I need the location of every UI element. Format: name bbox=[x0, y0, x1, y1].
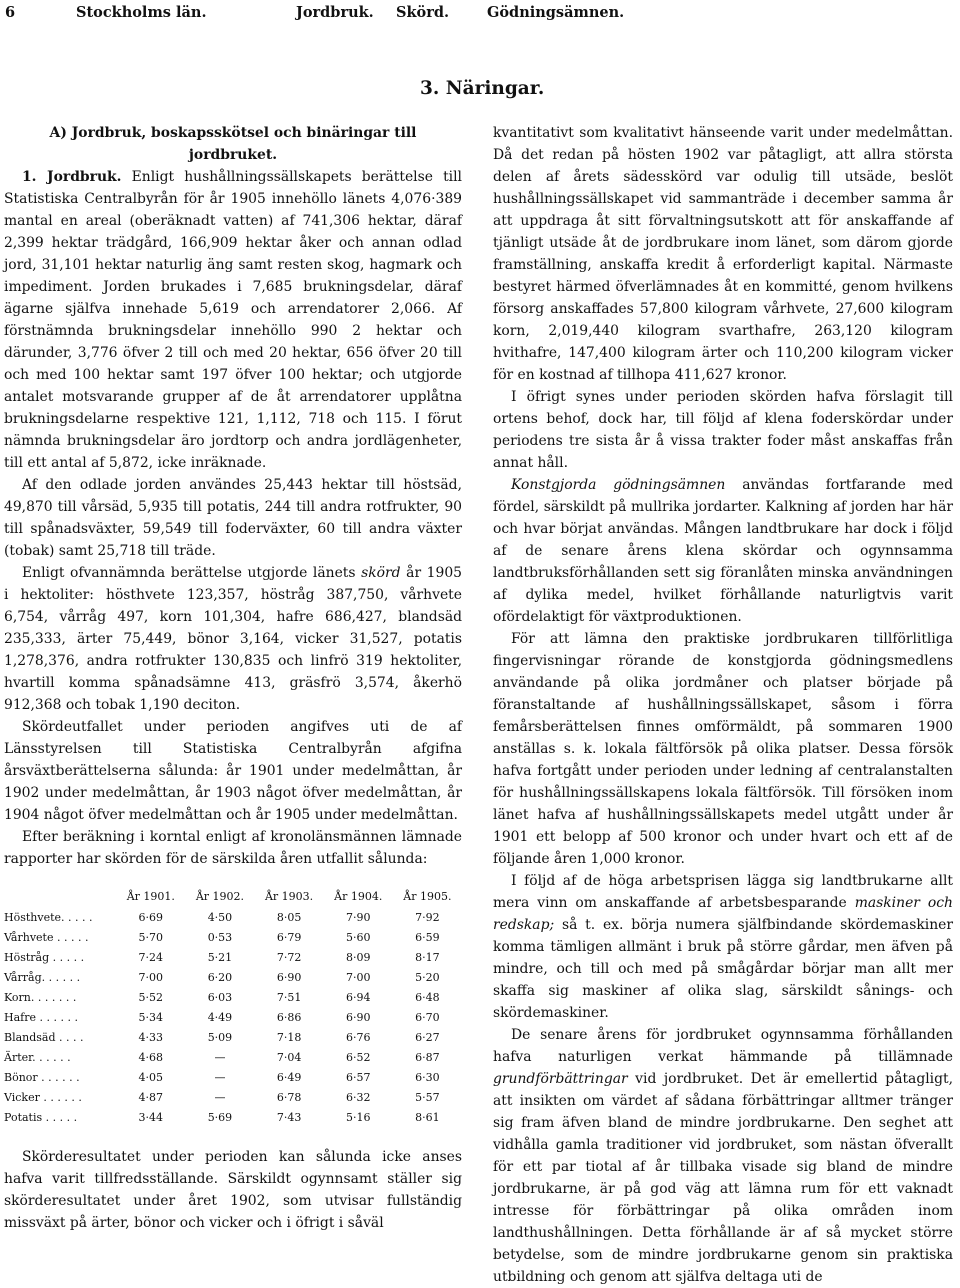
yield-value: 3·44 bbox=[138, 1111, 164, 1124]
paragraph-maskiner: I följd af de höga arbetsprisen lägga sig landtbrukarne allt mera vinn om anskaffande af arbetsbesparande maskiner och redskap; så t. ex. börja numera själfbindande skördemaskiner komma tämligen allmänt i bruk på större gårdar, men äfven på mindre, och till och med på smågårdar börjar man allt mer skaffa sig maskiner af olika slag, särskildt sånings- och skördemaskiner. bbox=[493, 873, 953, 1021]
yield-table-corner bbox=[4, 886, 116, 908]
year-header: År 1903. bbox=[264, 890, 314, 903]
yield-value: 7·24 bbox=[138, 951, 164, 964]
table-row bbox=[4, 1048, 462, 1068]
page-header bbox=[0, 4, 960, 30]
crop-name: Ärter. . . . . . bbox=[4, 1051, 71, 1064]
yield-value: 8·05 bbox=[276, 911, 302, 924]
yield-value: 6·94 bbox=[345, 991, 371, 1004]
crop-name: Bönor . . . . . . bbox=[4, 1071, 80, 1084]
paragraph-foder: I öfrigt synes under perioden skörden hafva förslagit till ortens behof, dock har, till följd af klena foderskördar under periodens tre sista år å vissa trakter foder måst anskaffas från annat håll. bbox=[493, 389, 953, 471]
chapter-heading: A) Jordbruk, boskapsskötsel och binäringar till jordbruket. bbox=[49, 125, 417, 163]
yield-value: 6·59 bbox=[415, 931, 440, 944]
table-row bbox=[4, 928, 462, 948]
paragraph-grundforbattringar: De senare årens för jordbruket ogynnsamma förhållanden hafva naturligen verkat hämmande på tillämnade grundförbättringar vid jordbruket. Det är emellertid påtagligt, att insikten om värdet af sådana förbättringar alltmer tränger sig fram äfven bland de mindre jordbrukarne. Den seghet att vidhålla gamla traditioner vid jordbruket, som nästan öfverallt för ett par tiotal af år tillbaka visade sig bland de mindre jordbrukarne, är på god väg att lämna rum för ett vaknadt intresse för förbättringar på olika områden inom landthushållningen. Detta förhållande är af så mycket större betydelse, som de mindre jordbrukarne genom sin praktiska utbildning och genom att själfva deltaga uti de bbox=[493, 1027, 953, 1285]
year-header: År 1904. bbox=[334, 890, 383, 903]
crop-name: Hösthvete. . . . . bbox=[4, 911, 93, 924]
maskiner-italic: maskiner och redskap; bbox=[493, 895, 953, 933]
paragraph-skorderesultat: Skörderesultatet under perioden kan sålunda icke anses hafva varit tillfredsställande. Särskildt ogynnsamt ställer sig skörderesultatet under året 1902, som utvisar fullständig missväxt på ärter, bönor och vicker och i öfrigt i såväl bbox=[4, 1149, 462, 1231]
yield-value: 6·52 bbox=[345, 1051, 371, 1064]
yield-value: 6·79 bbox=[276, 931, 302, 944]
crop-name: Korn. . . . . . . bbox=[4, 991, 77, 1004]
yield-value: 4·05 bbox=[138, 1071, 164, 1084]
yield-value: — bbox=[214, 1071, 226, 1084]
crop-name: Blandsäd . . . . bbox=[4, 1031, 84, 1044]
paragraph-godningsamnen: Konstgjorda gödningsämnen användas fortfarande med fördel, särskildt på mullrika jordarter. Kalkning af jorden har här och hvar börjat användas. Mången landtbrukare har dock i följd af de senare årens klena skördar och ogynnsamma landtbruksförhållanden sett sig föranlåten minska användningen af dylika medel, hvilket förhållande naturligtvis varit ofördelaktigt för växtproduktionen. bbox=[493, 477, 953, 625]
paragraph-korntal: Efter beräkning i korntal enligt af kronolänsmännen lämnade rapporter har skörden för de särskilda åren utfallit sålunda: bbox=[4, 829, 462, 867]
table-row bbox=[4, 1068, 462, 1088]
yield-value: 4·68 bbox=[138, 1051, 164, 1064]
header-section-jordbruk: Jordbruk. bbox=[296, 4, 374, 21]
crop-name: Vårhvete . . . . . bbox=[4, 931, 89, 944]
header-title: Stockholms län. bbox=[76, 4, 207, 21]
yield-value: 6·32 bbox=[345, 1091, 371, 1104]
right-column bbox=[493, 122, 953, 1288]
header-section-godningsamnen: Gödningsämnen. bbox=[487, 4, 625, 21]
year-header: År 1902. bbox=[195, 890, 245, 903]
yield-value: 6·86 bbox=[276, 1011, 302, 1024]
yield-value: 6·90 bbox=[345, 1011, 371, 1024]
left-column bbox=[4, 122, 462, 1234]
yield-value: 6·49 bbox=[276, 1071, 302, 1084]
yield-value: 4·87 bbox=[138, 1091, 164, 1104]
yield-value: 7·92 bbox=[415, 911, 440, 924]
crop-name: Hafre . . . . . . bbox=[4, 1011, 78, 1024]
yield-table-body bbox=[4, 908, 462, 1128]
skord-italic: skörd bbox=[361, 565, 401, 581]
yield-value: 5·60 bbox=[345, 931, 371, 944]
yield-table bbox=[4, 886, 462, 1128]
crop-name: Vårråg. . . . . . bbox=[4, 971, 81, 984]
table-row bbox=[4, 948, 462, 968]
yield-value: 6·70 bbox=[415, 1011, 440, 1024]
yield-table-header bbox=[4, 886, 462, 908]
yield-value: 7·72 bbox=[276, 951, 302, 964]
table-row bbox=[4, 1108, 462, 1128]
year-header: År 1901. bbox=[126, 890, 175, 903]
yield-value: 7·18 bbox=[276, 1031, 302, 1044]
header-section-skord: Skörd. bbox=[396, 4, 450, 21]
table-row bbox=[4, 908, 462, 928]
yield-value: 7·00 bbox=[345, 971, 371, 984]
yield-value: 4·50 bbox=[207, 911, 233, 924]
yield-value: 7·00 bbox=[138, 971, 164, 984]
yield-value: 7·90 bbox=[345, 911, 371, 924]
yield-value: 7·43 bbox=[276, 1111, 302, 1124]
yield-value: 5·09 bbox=[207, 1031, 233, 1044]
yield-value: 5·21 bbox=[207, 951, 233, 964]
table-row bbox=[4, 1028, 462, 1048]
crop-name: Vicker . . . . . . bbox=[4, 1091, 82, 1104]
crop-name: Höstråg . . . . . bbox=[4, 951, 85, 964]
yield-value: 5·52 bbox=[138, 991, 164, 1004]
table-row bbox=[4, 968, 462, 988]
section-title: 3. Näringar. bbox=[420, 78, 545, 99]
yield-value: 4·49 bbox=[207, 1011, 233, 1024]
yield-value: 5·70 bbox=[138, 931, 164, 944]
yield-value: 6·69 bbox=[138, 911, 164, 924]
paragraph-odlad-jord: Af den odlade jorden användes 25,443 hektar till höstsäd, 49,870 till vårsäd, 5,935 till potatis, 244 till andra rotfrukter, 90 till spånadsväxter, 59,549 till foderväxter, 60 till andra växter (tobak) samt 25,718 till träde. bbox=[4, 477, 462, 559]
godningsamnen-italic: Konstgjorda gödningsämnen bbox=[511, 477, 726, 493]
yield-value: 0·53 bbox=[207, 931, 233, 944]
yield-value: 4·33 bbox=[138, 1031, 164, 1044]
yield-value: 6·76 bbox=[345, 1031, 371, 1044]
yield-value: 6·78 bbox=[276, 1091, 302, 1104]
yield-value: 8·09 bbox=[345, 951, 371, 964]
table-row bbox=[4, 988, 462, 1008]
yield-value: — bbox=[214, 1051, 226, 1064]
paragraph-skordeutfall: Skördeutfallet under perioden angifves uti de af Länsstyrelsen till Statistiska Centralbyrån afgifna årsväxtberättelserna sålunda: år 1901 under medelmåttan, år 1902 under medelmåttan, år 1903 något öfver medelmåttan, år 1904 något öfver medelmåttan och år 1905 under medelmåttan. bbox=[4, 719, 462, 823]
paragraph-jordbruk: 1. Jordbruk. Enligt hushållningssällskapets berättelse till Statistiska Centralbyrån för år 1905 innehöllo länets 4,076·389 mantal en areal (oberäknadt vatten) af 741,306 hektar, däraf 2,399 hektar trädgård, 166,909 hektar åker och annan odlad jord, 31,101 hektar naturlig äng samt resten skog, hagmark och impediment. Jorden brukades i 7,685 brukningsdelar, däraf ägarne själfva innehade 5,619 och arrendatorer 2,066. Af förstnämnda brukningsdelar innehöllo 990 2 hektar och därunder, 3,776 öfver 2 till och med 20 hektar, 656 öfver 20 till och med 100 hektar samt 197 öfver 100 hektar; och utgjorde antalet motsvarande grupper af de åt arrendatorer upplåtna brukningsdelarne respektive 121, 1,112, 718 och 115. I förut nämnda brukningsdelar äro jordtorp och andra jordlägenheter, till ett antal af 5,872, icke inräknade. bbox=[4, 169, 463, 471]
yield-value: 7·51 bbox=[276, 991, 302, 1004]
yield-value: 6·30 bbox=[415, 1071, 440, 1084]
crop-name: Potatis . . . . . bbox=[4, 1111, 78, 1124]
paragraph-skord: Enligt ofvannämnda berättelse utgjorde länets skörd år 1905 i hektoliter: hösthvete 123,357, höstråg 387,750, vårhvete 6,754, vårråg 497, korn 101,304, hafre 686,427, blandsäd 235,333, ärter 75,449, bönor 3,164, vicker 31,527, potatis 1,278,376, andra rotfrukter 130,835 och linfrö 319 hektoliter, hvartill komma spånadsämne 413, gräsfrö 3,574, åkerhö 912,368 och tobak 1,190 deciton. bbox=[4, 565, 463, 713]
grundforbattringar-italic: grundförbättringar bbox=[493, 1071, 628, 1087]
page-number: 6 bbox=[5, 4, 16, 21]
table-row bbox=[4, 1008, 462, 1028]
yield-value: 6·27 bbox=[415, 1031, 440, 1044]
paragraph-utsade: kvantitativt som kvalitativt hänseende varit under medelmåttan. Då det redan på hösten 1902 var påtagligt, att allra största delen af årets sädesskörd var odulig till utsäde, beslöt hushållningssällskapet vid sammanträde i december samma år att uppdraga åt sitt förvaltningsutskott att för anskaffande af tjänligt utsäde åt de jordbrukare inom länet, som därom gjorde framställning, anskaffa kredit å erforderligt kapital. Närmaste bestyret härmed öfverlämnades åt en kommitté, genom hvilkens försorg anskaffades 57,800 kilogram vårhvete, 27,600 kilogram korn, 2,019,440 kilogram svarthafre, 263,120 kilogram hvithafre, 147,400 kilogram ärter och 110,200 kilogram vicker för en kostnad af tillhopa 411,627 kronor. bbox=[493, 125, 953, 383]
table-row bbox=[4, 1088, 462, 1108]
yield-value: 5·34 bbox=[138, 1011, 164, 1024]
yield-value: 6·87 bbox=[415, 1051, 440, 1064]
subheading-jordbruk: 1. Jordbruk. bbox=[22, 169, 122, 185]
yield-value: — bbox=[214, 1091, 226, 1104]
yield-value: 5·16 bbox=[345, 1111, 371, 1124]
yield-value: 5·20 bbox=[415, 971, 440, 984]
yield-value: 5·69 bbox=[207, 1111, 233, 1124]
yield-value: 6·20 bbox=[207, 971, 233, 984]
year-header: År 1905. bbox=[403, 890, 452, 903]
yield-value: 8·17 bbox=[415, 951, 440, 964]
yield-value: 5·57 bbox=[415, 1091, 440, 1104]
yield-value: 8·61 bbox=[415, 1111, 440, 1124]
yield-value: 6·03 bbox=[207, 991, 233, 1004]
yield-value: 7·04 bbox=[276, 1051, 302, 1064]
yield-value: 6·48 bbox=[415, 991, 440, 1004]
yield-value: 6·90 bbox=[276, 971, 302, 984]
paragraph-faltforsok: För att lämna den praktiske jordbrukaren tillförlitliga fingervisningar rörande de konstgjorda gödningsmedlens användande på olika jordmåner och platser började på föranstaltande af hushållningssällskapet, såsom i förra femårsberättelsen finnes omförmäldt, på sommaren 1900 anställas s. k. lokala fältförsök på olika platser. Dessa försök hafva fortgått under perioden under ledning af centralanstalten för hushållningssällskapens lokala fältförsök. Till försöken inom länet hafva af hushållningssällskapets medel utgått under år 1901 ett belopp af 500 kronor och under hvart och ett af de följande åren 1,000 kronor. bbox=[493, 631, 953, 867]
yield-value: 6·57 bbox=[345, 1071, 371, 1084]
